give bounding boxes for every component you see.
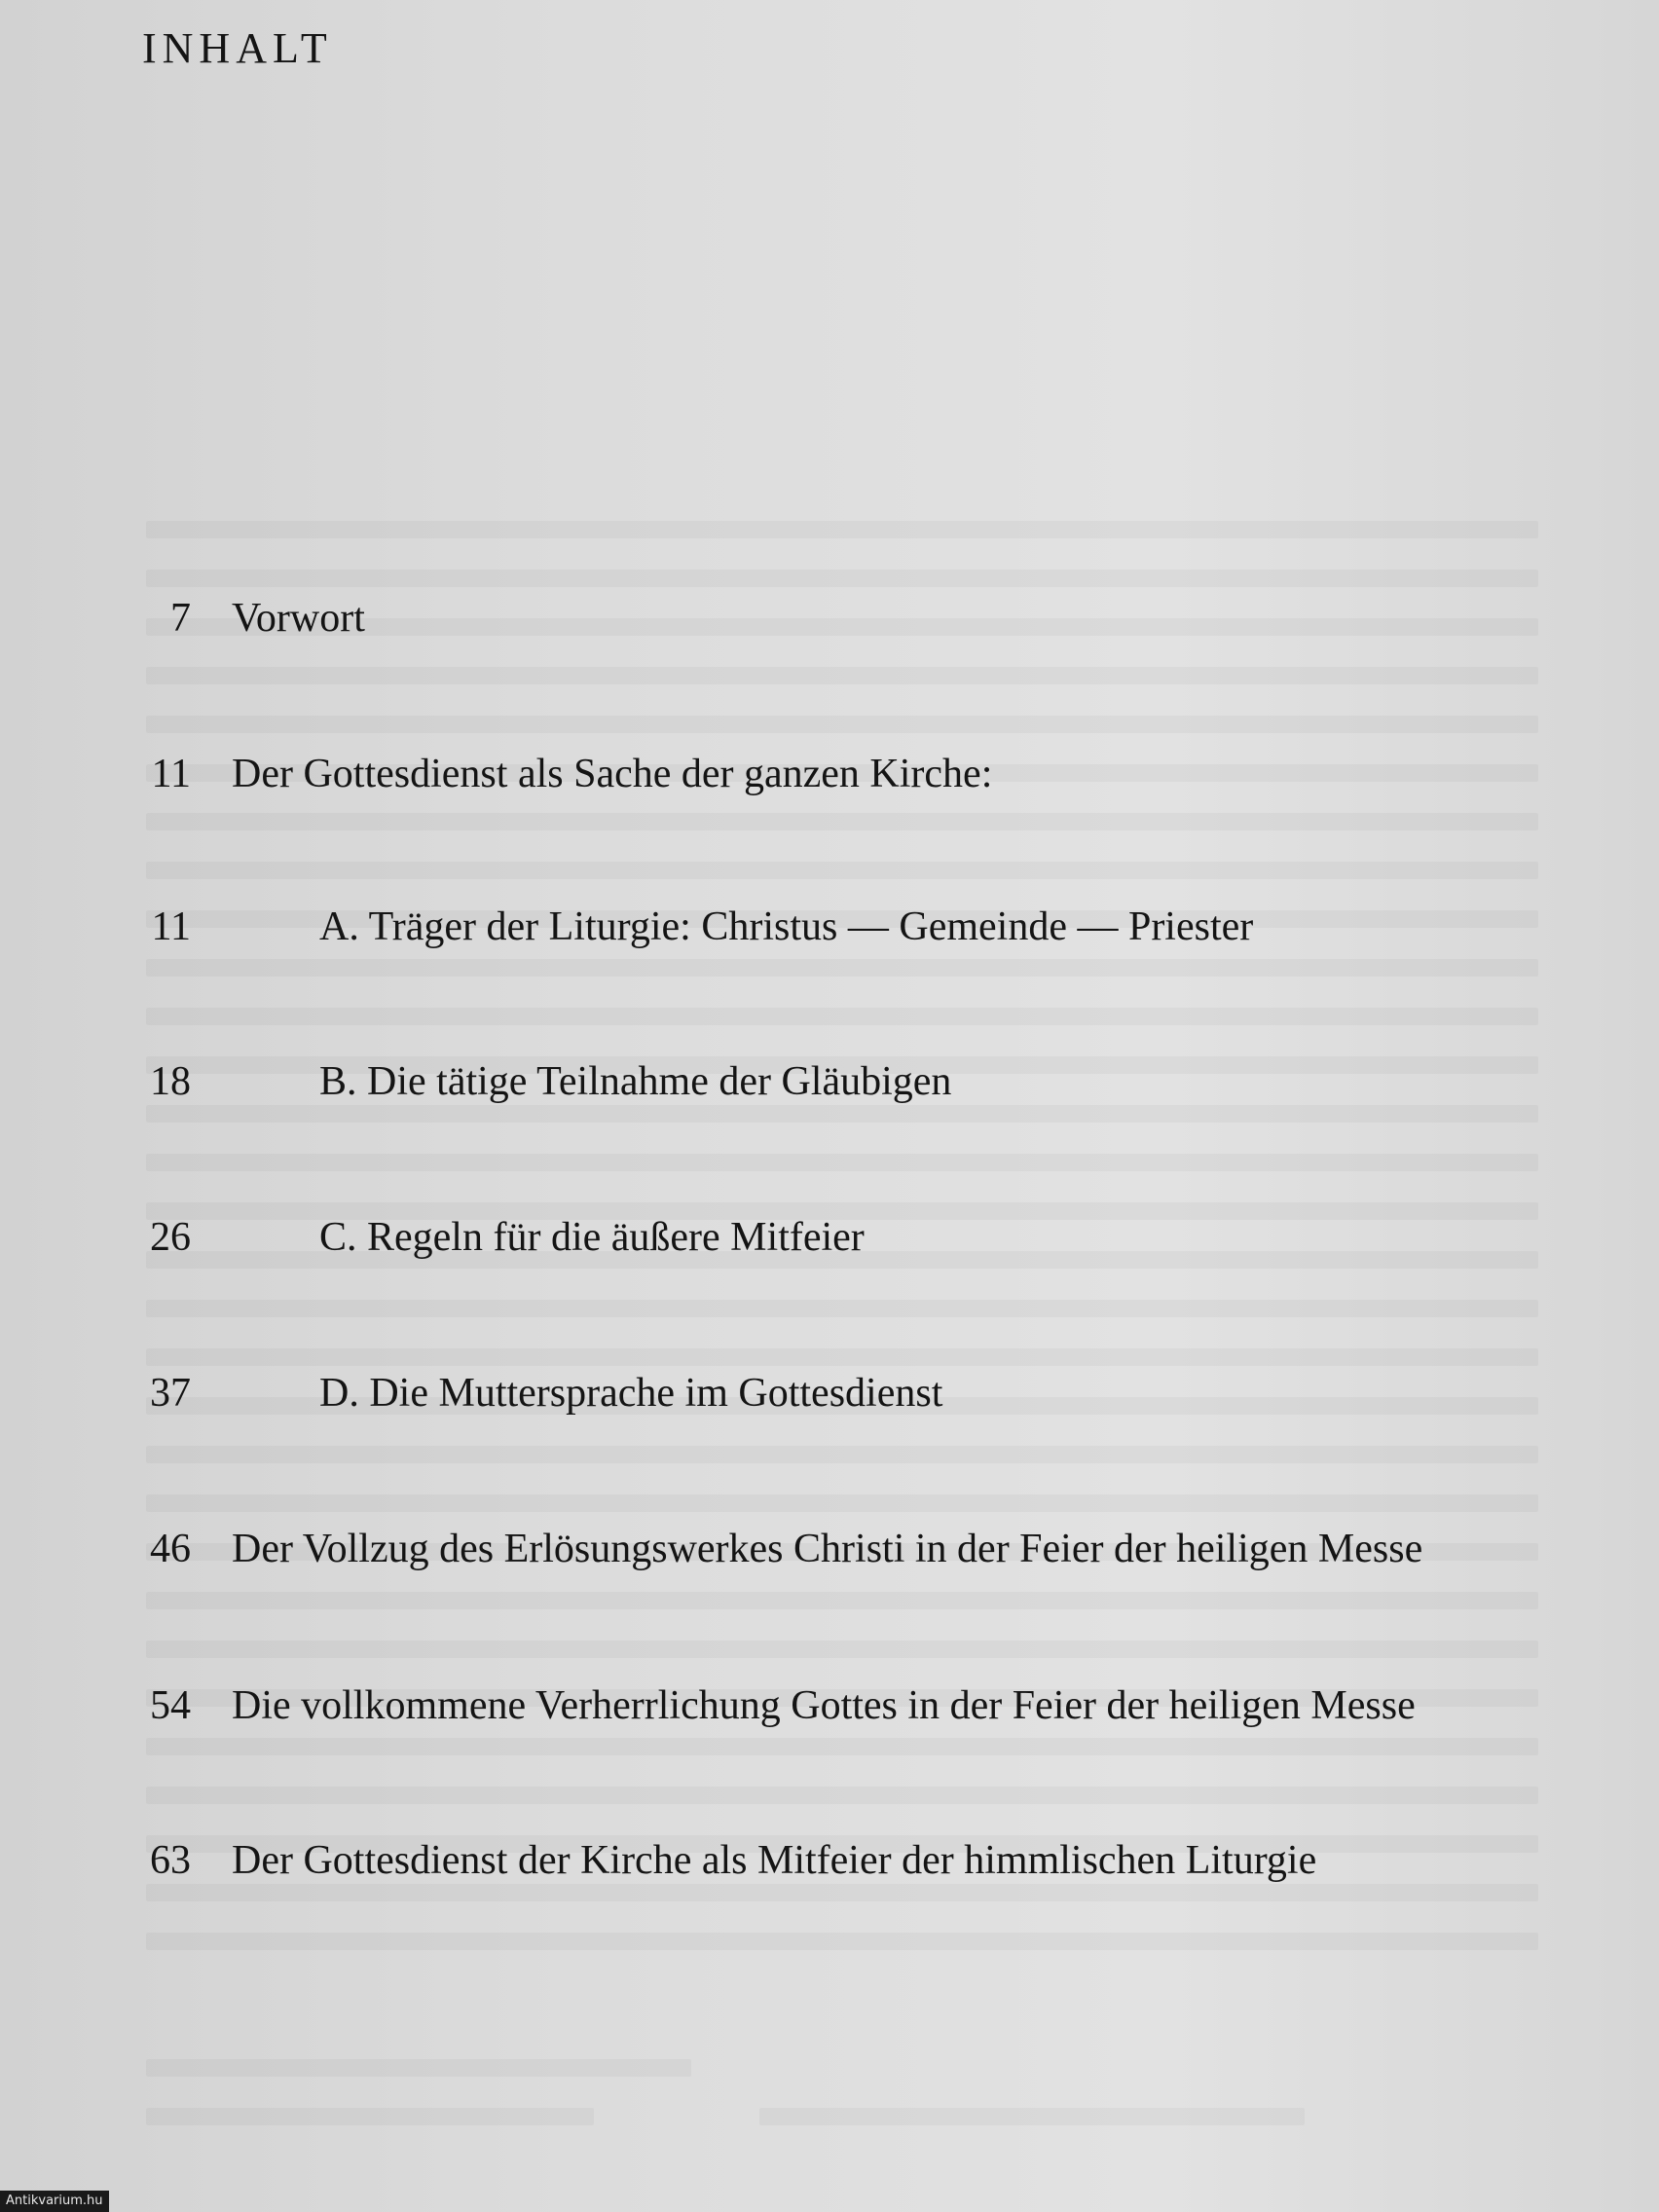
toc-entry-title: D. Die Muttersprache im Gottesdienst — [319, 1371, 943, 1416]
toc-page-number: 54 — [150, 1683, 191, 1728]
toc-entry-traeger — [0, 898, 1659, 956]
toc-page-number: 37 — [150, 1371, 191, 1416]
toc-entry-title: Die vollkommene Verherrlichung Gottes in der Feier der heiligen Messe — [232, 1683, 1416, 1728]
toc-page-number: 18 — [150, 1059, 191, 1104]
toc-page-number: 11 — [151, 904, 191, 949]
toc-entry-vollzug — [0, 1520, 1659, 1578]
toc-page-number: 46 — [150, 1527, 191, 1571]
toc-entry-himmlische-liturgie — [0, 1831, 1659, 1890]
toc-page-number: 7 — [170, 596, 191, 641]
toc-entry-title: Der Vollzug des Erlösungswerkes Christi in der Feier der heiligen Messe — [232, 1527, 1423, 1571]
toc-entry-title: Vorwort — [232, 596, 365, 641]
toc-entry-verherrlichung — [0, 1677, 1659, 1735]
toc-page-number: 63 — [150, 1838, 191, 1883]
page-heading: INHALT — [142, 24, 333, 72]
toc-entry-title: Der Gottesdienst als Sache der ganzen Kirche: — [232, 752, 993, 796]
toc-page-number: 26 — [150, 1215, 191, 1260]
toc-entry-vorwort — [0, 589, 1659, 647]
toc-entry-title: C. Regeln für die äußere Mitfeier — [319, 1215, 865, 1260]
toc-page-number: 11 — [151, 752, 191, 796]
toc-entry-regeln — [0, 1208, 1659, 1267]
toc-entry-title: Der Gottesdienst der Kirche als Mitfeier der himmlischen Liturgie — [232, 1838, 1317, 1883]
toc-entry-title: A. Träger der Liturgie: Christus — Gemeinde — Priester — [319, 904, 1254, 949]
toc-entry-teilnahme — [0, 1052, 1659, 1111]
toc-entry-gottesdienst-sache — [0, 745, 1659, 803]
toc-entry-muttersprache — [0, 1364, 1659, 1422]
source-watermark: Antikvarium.hu — [0, 2191, 109, 2212]
toc-entry-title: B. Die tätige Teilnahme der Gläubigen — [319, 1059, 952, 1104]
